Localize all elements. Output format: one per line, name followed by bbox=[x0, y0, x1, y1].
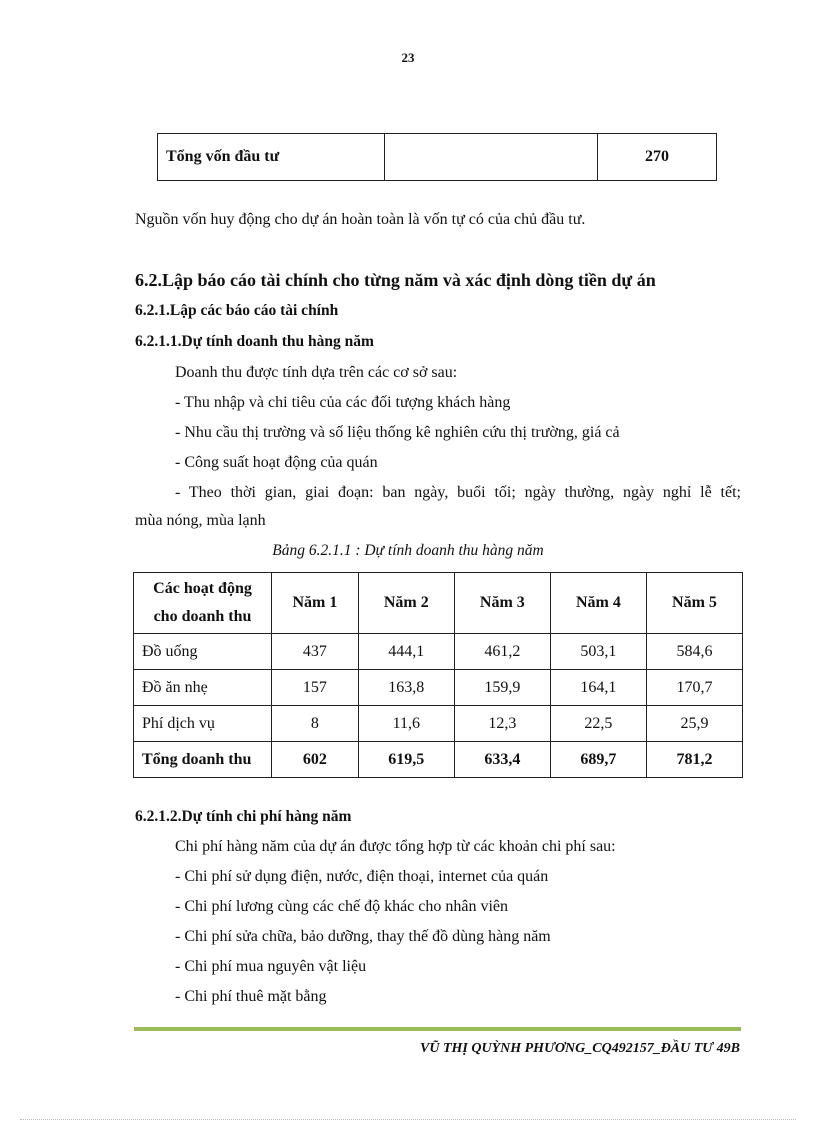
table-total-row bbox=[134, 742, 743, 778]
footer-rule bbox=[134, 1027, 741, 1031]
row-label: Phí dịch vụ bbox=[134, 706, 272, 742]
table-row bbox=[134, 706, 743, 742]
table-cell: 602 bbox=[272, 742, 359, 778]
revenue-item: - Nhu cầu thị trường và số liệu thống kê nghiên cứu thị trường, giá cả bbox=[175, 424, 620, 441]
total-investment-value: 270 bbox=[598, 134, 717, 181]
row-label: Tổng doanh thu bbox=[134, 742, 272, 778]
section-6-2-1-2-heading: 6.2.1.2.Dự tính chi phí hàng năm bbox=[135, 808, 352, 825]
table-caption: Bảng 6.2.1.1 : Dự tính doanh thu hàng năm bbox=[272, 542, 544, 559]
revenue-item-continued: mùa nóng, mùa lạnh bbox=[135, 512, 266, 529]
revenue-intro: Doanh thu được tính dựa trên các cơ sở sau: bbox=[175, 364, 458, 381]
table-cell: 619,5 bbox=[358, 742, 454, 778]
table-cell: 781,2 bbox=[646, 742, 742, 778]
table-cell: 157 bbox=[272, 670, 359, 706]
table-row bbox=[134, 634, 743, 670]
table-cell: 503,1 bbox=[550, 634, 646, 670]
table-cell: 584,6 bbox=[646, 634, 742, 670]
page-bottom-divider bbox=[20, 1119, 796, 1120]
revenue-item: - Thu nhập và chi tiêu của các đối tượng khách hàng bbox=[175, 394, 511, 411]
row-label: Đồ uống bbox=[134, 634, 272, 670]
cost-item: - Chi phí sửa chữa, bảo dưỡng, thay thế đồ dùng hàng năm bbox=[175, 928, 551, 945]
footer-author: VŨ THỊ QUỲNH PHƯƠNG_CQ492157_ĐẦU TƯ 49B bbox=[420, 1041, 740, 1056]
cost-item: - Chi phí lương cùng các chế độ khác cho nhân viên bbox=[175, 898, 509, 915]
table-cell: 689,7 bbox=[550, 742, 646, 778]
row-label: Đồ ăn nhẹ bbox=[134, 670, 272, 706]
table-cell: 163,8 bbox=[358, 670, 454, 706]
page-number: 23 bbox=[401, 50, 415, 65]
cost-intro: Chi phí hàng năm của dự án được tổng hợp từ các khoản chi phí sau: bbox=[175, 838, 616, 855]
column-header: Năm 1 bbox=[272, 573, 359, 634]
table-row bbox=[134, 670, 743, 706]
table-cell: 170,7 bbox=[646, 670, 742, 706]
section-6-2-heading: 6.2.Lập báo cáo tài chính cho từng năm và xác định dòng tiền dự án bbox=[135, 270, 656, 290]
column-header: Năm 5 bbox=[646, 573, 742, 634]
table-cell: 633,4 bbox=[454, 742, 550, 778]
header-activities-line1: Các hoạt động bbox=[153, 580, 252, 597]
total-investment-label: Tổng vốn đầu tư bbox=[158, 134, 385, 181]
table-cell: 159,9 bbox=[454, 670, 550, 706]
section-6-2-1-heading: 6.2.1.Lập các báo cáo tài chính bbox=[135, 302, 339, 319]
cost-item: - Chi phí mua nguyên vật liệu bbox=[175, 958, 367, 975]
cost-item: - Chi phí thuê mặt bằng bbox=[175, 988, 327, 1005]
table-cell: 437 bbox=[272, 634, 359, 670]
column-header: Năm 4 bbox=[550, 573, 646, 634]
table-cell: 164,1 bbox=[550, 670, 646, 706]
table-cell: 25,9 bbox=[646, 706, 742, 742]
table-cell: 444,1 bbox=[358, 634, 454, 670]
revenue-item: - Theo thời gian, giai đoạn: ban ngày, buổi tối; ngày thường, ngày nghỉ lễ tết; bbox=[175, 484, 741, 501]
total-investment-table bbox=[157, 133, 717, 181]
table-cell: 12,3 bbox=[454, 706, 550, 742]
total-investment-empty-cell bbox=[385, 134, 598, 181]
table-header-row bbox=[134, 573, 743, 634]
table-cell: 22,5 bbox=[550, 706, 646, 742]
table-cell: 11,6 bbox=[358, 706, 454, 742]
header-activities bbox=[134, 573, 272, 634]
section-6-2-1-1-heading: 6.2.1.1.Dự tính doanh thu hàng năm bbox=[135, 333, 374, 350]
cost-item: - Chi phí sử dụng điện, nước, điện thoại, internet của quán bbox=[175, 868, 549, 885]
table-row bbox=[158, 134, 717, 181]
table-cell: 461,2 bbox=[454, 634, 550, 670]
revenue-item: - Công suất hoạt động của quán bbox=[175, 454, 378, 471]
funding-note: Nguồn vốn huy động cho dự án hoàn toàn là vốn tự có của chủ đầu tư. bbox=[135, 211, 586, 228]
column-header: Năm 2 bbox=[358, 573, 454, 634]
header-activities-line2: cho doanh thu bbox=[153, 608, 252, 625]
table-cell: 8 bbox=[272, 706, 359, 742]
column-header: Năm 3 bbox=[454, 573, 550, 634]
revenue-table bbox=[133, 572, 743, 778]
